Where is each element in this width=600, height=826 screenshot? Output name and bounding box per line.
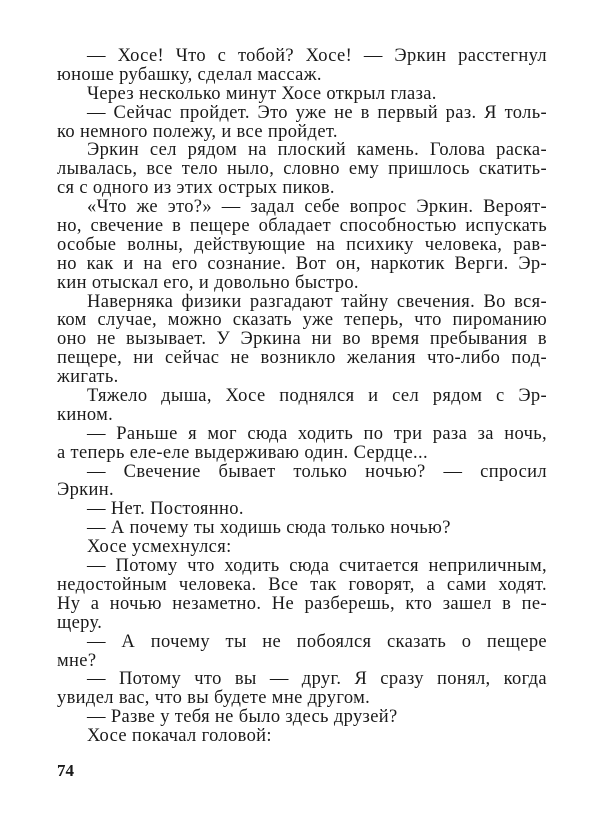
text-line: пещере, ни сейчас не возникло желания что-либо под- <box>57 349 547 369</box>
text-line: — Раньше я мог сюда ходить по три раза за ночь, <box>87 424 547 444</box>
text-line: — А почему ты ходишь сюда только ночью? <box>87 518 451 539</box>
page-number: 74 <box>57 761 74 780</box>
text-line: лывалась, все тело ныло, словно ему пришлось скатить- <box>57 160 547 180</box>
text-line: Хосе покачал головой: <box>87 726 272 747</box>
text-line: — Потому что ходить сюда считается неприличным, <box>87 557 547 576</box>
paragraph <box>57 633 547 671</box>
paragraph <box>57 387 547 425</box>
text-line: Эркин сел рядом на плоский камень. Голова раска- <box>87 141 547 161</box>
text-line: «Что же это?» — задал себе вопрос Эркин. Вероят- <box>87 198 547 218</box>
text-line: — Нет. Постоянно. <box>87 499 244 520</box>
text-line: — Сейчас пройдет. Это уже не в первый раз. Я толь- <box>87 103 547 123</box>
paragraph <box>57 670 547 708</box>
text-line: Через несколько минут Хосе открыл глаза. <box>87 83 437 104</box>
text-line: — Хосе! Что с тобой? Хосе! — Эркин расстегнул <box>87 47 547 66</box>
paragraph <box>57 425 547 463</box>
text-line: но как и на его сознание. Вот он, наркотик Верги. Эр- <box>57 254 547 274</box>
text-line: жигать. <box>57 367 119 388</box>
text-line: но, свечение в пещере обладает способностью испускать <box>57 217 547 236</box>
text-line: увидел вас, что вы будете мне другом. <box>57 688 371 709</box>
paragraph <box>57 85 547 104</box>
text-line: — А почему ты не побоялся сказать о пещере <box>87 632 547 652</box>
paragraph <box>57 198 547 292</box>
text-line: — Разве у тебя не было здесь друзей? <box>87 707 398 728</box>
text-line: мне? <box>57 650 97 671</box>
text-line: — Свечение бывает только ночью? — спросил <box>87 462 547 482</box>
text-line: Тяжело дыша, Хосе поднялся и сел рядом с Эр- <box>87 387 547 406</box>
text-line: — Потому что вы — друг. Я сразу понял, когда <box>87 670 547 690</box>
paragraph <box>57 727 547 746</box>
text-line: кин отыскал его, и довольно быстро. <box>57 272 359 293</box>
paragraph <box>57 141 547 198</box>
paragraph <box>57 557 547 633</box>
text-line: Хосе усмехнулся: <box>87 537 232 558</box>
text-line: Ну а ночью незаметно. Не разберешь, кто зашел в пе- <box>57 594 547 614</box>
paragraph <box>57 708 547 727</box>
paragraph <box>57 538 547 557</box>
paragraph <box>57 293 547 387</box>
text-line: ком случае, можно сказать уже теперь, что пироманию <box>57 311 547 331</box>
text-line: особые волны, действующие на психику человека, рав- <box>57 235 547 255</box>
paragraph <box>57 500 547 519</box>
text-line: Эркин. <box>57 480 114 501</box>
text-line: Наверняка физики разгадают тайну свечения. Во вся- <box>87 292 547 312</box>
text-line: оно не вызывает. У Эркина ни во время пребывания в <box>57 330 547 350</box>
paragraph <box>57 104 547 142</box>
text-line: щеру. <box>57 612 103 633</box>
text-line: ся с одного из этих острых пиков. <box>57 178 335 199</box>
paragraph <box>57 463 547 501</box>
text-line: а теперь еле-еле выдерживаю один. Сердце... <box>57 442 428 463</box>
paragraph <box>57 519 547 538</box>
text-line: кином. <box>57 404 114 425</box>
paragraph <box>57 47 547 85</box>
text-line: юноше рубашку, сделал массаж. <box>57 64 322 85</box>
text-line: ко немного полежу, и все пройдет. <box>57 121 338 142</box>
page-body-text <box>57 47 547 746</box>
text-line: недостойным человека. Все так говорят, а сами ходят. <box>57 575 547 595</box>
